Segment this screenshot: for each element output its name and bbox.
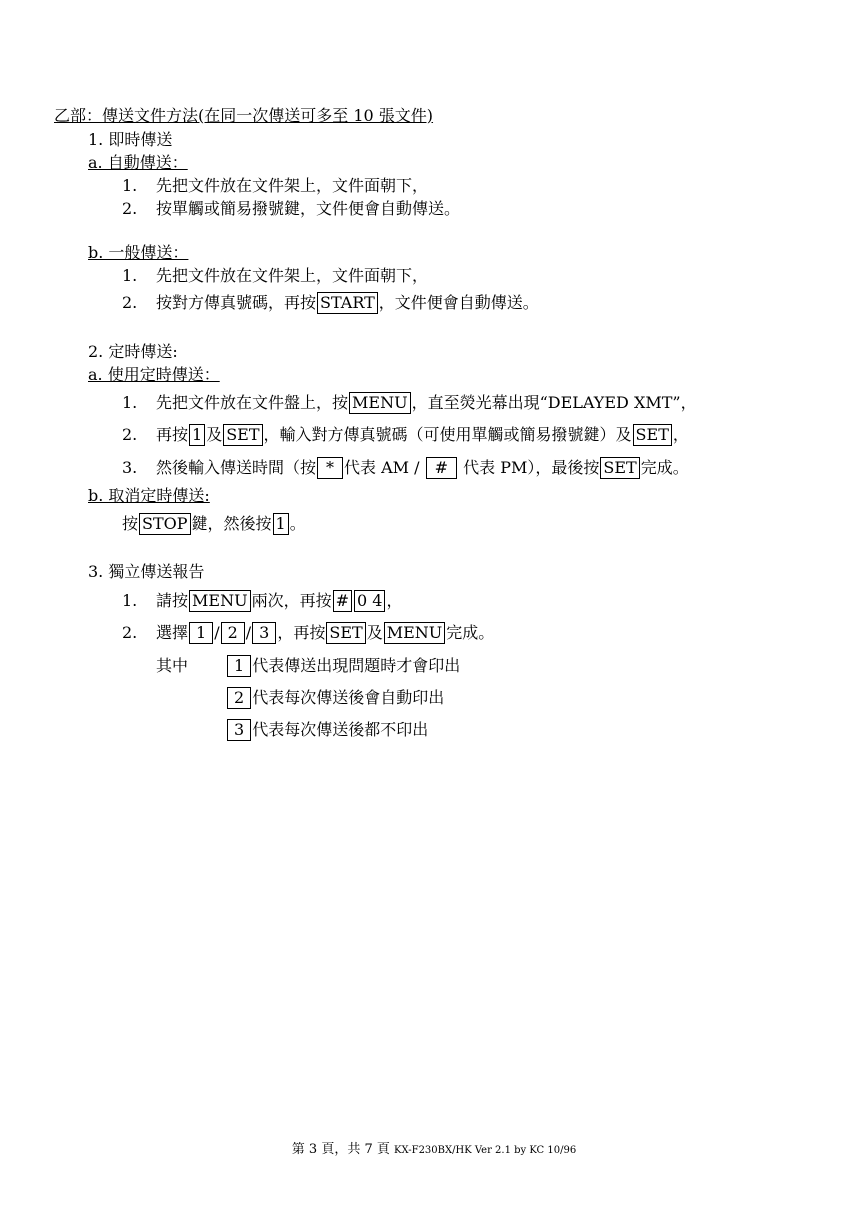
step-text: 先把文件放在文件架上，文件面朝下， [156,266,429,285]
section-2b-text [122,513,306,535]
section-1-heading: 1. 即時傳送 [88,130,173,149]
section-3-heading: 3. 獨立傳送報告 [88,562,205,581]
step-text: ， [672,425,689,444]
option-text: 代表每次傳送後會自動印出 [252,688,445,707]
option-key: 1 [227,655,251,677]
step-number: 2. [122,425,138,444]
step-text: 代表 PM），最後按 [463,458,600,477]
option-key: 3 [227,719,251,741]
step-text: ， [386,591,403,610]
section-1b-step-2 [122,292,539,314]
step-number: 1. [122,176,138,195]
step-text: 及 [206,425,223,444]
step-text: 鍵，然後按 [191,514,272,533]
step-number: 2. [122,623,138,642]
key-1: 1 [273,513,289,535]
step-text: 按單觸或簡易撥號鍵，文件便會自動傳送。 [156,199,461,218]
hash-key: # [333,590,352,612]
option-row-1 [226,655,460,677]
section-2a-step-2 [122,424,689,446]
step-number: 2. [122,293,138,312]
menu-key: MENU [189,590,251,612]
set-key: SET [600,457,639,479]
separator: / [214,623,220,642]
stop-key: STOP [139,513,191,535]
step-number: 2. [122,199,138,218]
step-number: 1. [122,266,138,285]
model-version: KX-F230BX/HK Ver 2.1 by KC 10/96 [394,1145,577,1156]
menu-key: MENU [349,392,411,414]
step-text: 然後輸入傳送時間（按 [156,458,317,477]
step-number: 1. [122,591,138,610]
menu-key: MENU [384,622,446,644]
key-1: 1 [189,424,205,446]
set-key: SET [633,424,672,446]
section-3-step-2 [122,622,494,644]
separator: / [245,623,252,642]
step-text: 選擇 [156,623,189,642]
option-row-3 [226,719,428,741]
option-text: 代表每次傳送後都不印出 [252,720,429,739]
page-footer [0,1138,868,1157]
step-text: 請按 [156,591,189,610]
option-3-key: 3 [252,622,276,644]
step-text: ，直至熒光幕出現“DELAYED XMT”， [411,393,697,412]
step-text: 先把文件放在文件架上，文件面朝下， [156,176,429,195]
section-2a-step-3 [122,457,689,479]
step-text: 再按 [156,425,189,444]
page-title: 乙部：傳送文件方法(在同一次傳送可多至 10 張文件) [54,106,434,125]
step-text: 完成。 [640,458,689,477]
where-label: 其中 [156,656,189,675]
step-text: ，文件便會自動傳送。 [378,293,539,312]
start-key: START [317,292,378,314]
section-2a-step-1 [122,392,697,414]
section-1a-heading: a. 自動傳送： [88,153,188,172]
star-key: * [317,457,343,479]
step-number: 1. [122,393,138,412]
step-text: 完成。 [446,623,495,642]
section-1b-step-1 [122,265,428,287]
option-key: 2 [227,687,251,709]
section-2-heading: 2. 定時傳送: [88,342,178,361]
option-text: 代表傳送出現問題時才會印出 [252,656,461,675]
section-1b-heading: b. 一般傳送： [88,243,189,262]
step-text: ，輸入對方傳真號碼（可使用單觸或簡易撥號鍵）及 [263,425,632,444]
step-text: 。 [289,514,306,533]
option-2-key: 2 [221,622,245,644]
hash-key: # [426,457,457,479]
section-1a-step-1 [122,175,428,197]
option-row-2 [226,687,444,709]
page-number: 第 3 頁，共 7 頁 [291,1142,390,1157]
step-number: 3. [122,458,138,477]
option-1-key: 1 [189,622,213,644]
step-text: 代表 AM / [344,458,420,477]
step-text: 按對方傳真號碼，再按 [156,293,317,312]
set-key: SET [326,622,365,644]
step-text: 按 [122,514,139,533]
code-04-key: 0 4 [354,590,385,612]
step-text: 兩次，再按 [251,591,332,610]
section-3-step-1 [122,590,402,612]
step-text: 及 [366,623,383,642]
section-2a-heading: a. 使用定時傳送： [88,365,220,384]
set-key: SET [223,424,262,446]
section-1a-step-2 [122,198,460,220]
step-text: ，再按 [277,623,326,642]
step-text: 先把文件放在文件盤上，按 [156,393,349,412]
section-2b-heading: b. 取消定時傳送: [88,486,210,505]
